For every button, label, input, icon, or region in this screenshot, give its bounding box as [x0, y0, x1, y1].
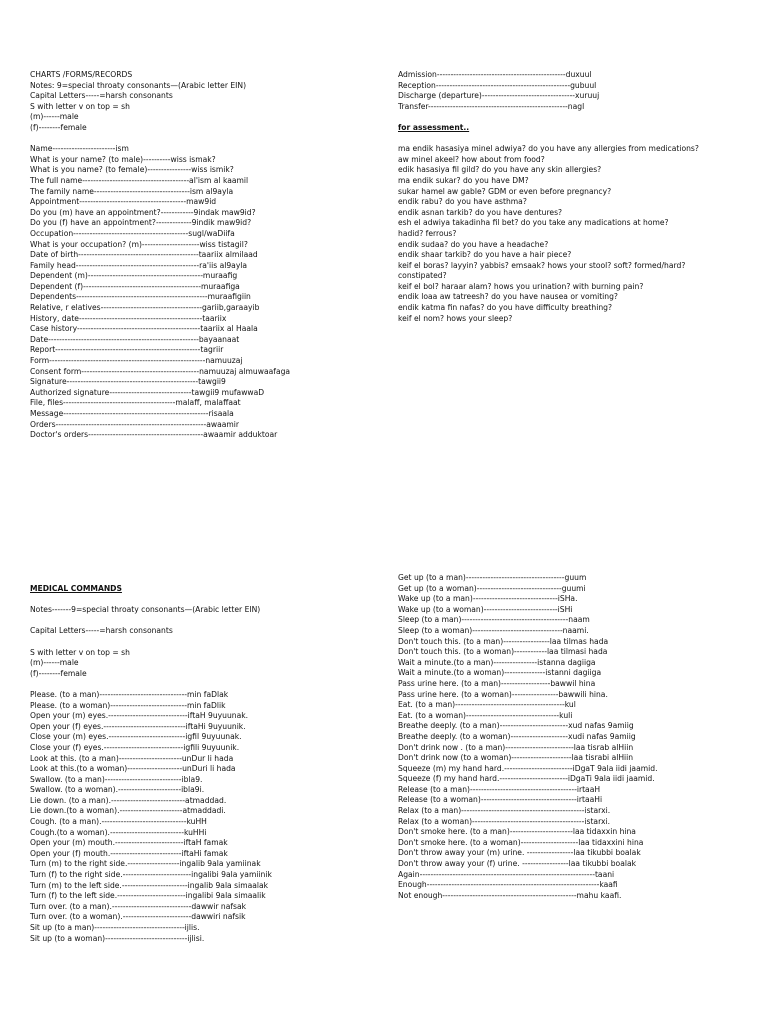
command-line: Not enough-------------------------------------------------mahu kaafi.	[398, 890, 622, 900]
command-line: Wait a minute.(to a woman)---------------istanni dagiiga	[398, 668, 602, 678]
note-line: S with letter v on top = sh	[30, 647, 130, 657]
note-line: (m)------male	[30, 658, 79, 668]
term-line: Do you (m) have an appointment?------------9indak maw9id?	[30, 207, 256, 217]
command-line: Lie down. (to a man).---------------------------atmaddad.	[30, 795, 227, 805]
assessment-heading: for assessment..	[398, 122, 470, 132]
command-line: Turn (f) to the right side.-------------------------ingalibi 9ala yamiinik	[30, 870, 272, 880]
medical-commands-section	[30, 584, 380, 944]
term-line: Dependent (f)-------------------------------------------muraafiga	[30, 281, 240, 291]
command-line: Sleep (to a man)---------------------------------------naam	[398, 615, 590, 625]
command-line: Don't throw away your (m) urine. -----------------laa tikubbi boalak	[398, 848, 641, 858]
assessment-line: keif el bol? haraar alam? hows you urination? with burning pain?	[398, 281, 644, 291]
term-line: The family name-----------------------------------ism al9ayla	[30, 186, 234, 196]
admin-term-line: Discharge (departure)----------------------------------xuruuj	[398, 91, 600, 101]
medical-commands-continued	[398, 573, 748, 901]
assessment-line: endik sudaa? do you have a headache?	[398, 239, 549, 249]
command-line: Get up (to a woman)-------------------------------guumi	[398, 583, 586, 593]
medical-commands-heading: MEDICAL COMMANDS	[30, 584, 122, 593]
term-line: What is your occupation? (m)---------------------wiss tistagil?	[30, 239, 248, 249]
command-line: Wait a minute.(to a man)----------------istanna dagiiga	[398, 657, 596, 667]
command-line: Breathe deeply. (to a woman)---------------------xudi nafas 9amiig	[398, 731, 636, 741]
command-line: Don't touch this. (to a woman)------------laa tilmasi hada	[398, 647, 608, 657]
assessment-line: hadid? ferrous?	[398, 228, 457, 238]
command-line: Lie down.(to a woman).-----------------------atmaddadi.	[30, 806, 226, 816]
command-line: Swallow. (to a man)----------------------------ibla9.	[30, 774, 203, 784]
term-line: Dependent (m)------------------------------------------muraafig	[30, 271, 238, 281]
header-line: Notes: 9=special throaty consonants—(Arabic letter EIN)	[30, 80, 247, 90]
assessment-line: esh el adwiya takadinha fil bet? do you take any madications at home?	[398, 218, 669, 228]
command-line: Pass urine here. (to a woman)-----------------bawwili hina.	[398, 689, 608, 699]
command-line: Get up (to a man)------------------------------------guum	[398, 573, 587, 582]
command-line: Wake up (to a man)-------------------------------iSHa.	[398, 594, 578, 604]
command-line: Look at this.(to a woman)--------------------unDuri li hada	[30, 764, 236, 774]
command-line: Don't smoke here. (to a woman)---------------------laa tidaxxini hina	[398, 837, 644, 847]
command-line: Look at this. (to a man)-----------------------unDur li hada	[30, 753, 234, 763]
assessment-line: endik katma fin nafas? do you have difficulty breathing?	[398, 303, 613, 313]
command-line: Close your (m) eyes.----------------------------igfil 9uyuunak.	[30, 732, 242, 742]
term-line: Occupation------------------------------------------sugl/waDiifa	[30, 228, 235, 238]
command-line: Cough. (to a man).-------------------------------kuHH	[30, 817, 207, 827]
term-line: Relative, r elatives-------------------------------------gariib,garaayib	[30, 303, 260, 313]
term-line: Appointment---------------------------------------maw9id	[30, 197, 217, 207]
command-line: Open your (m) mouth.-------------------------iftaH famak	[30, 838, 228, 848]
assessment-line: ma endik hasasiya minel adwiya? do you have any allergies from medications?	[398, 144, 699, 154]
command-line: Sleep (to a woman)---------------------------------naami.	[398, 625, 589, 635]
command-line: Cough.(to a woman).---------------------------kuHHi	[30, 827, 207, 837]
command-line: Breathe deeply. (to a man)-------------------------xud nafas 9amiig	[398, 721, 634, 731]
assessment-line: keif el boras? layyin? yabbis? emsaak? hows your stool? soft? formed/hard?	[398, 260, 686, 270]
command-line: Squeeze (m) my hand hard.-------------------------iDgaT 9ala iidi jaamid.	[398, 763, 658, 773]
command-line: Turn (f) to the left side.-------------------------ingalibi 9ala simaalik	[30, 891, 266, 901]
term-line: The full name---------------------------------------al'ism al kaamil	[30, 175, 249, 185]
command-line: Close your (f) eyes.-----------------------------igfili 9uyuunik.	[30, 742, 240, 752]
command-line: Eat. (to a man)----------------------------------------kul	[398, 700, 576, 710]
command-line: Relax (to a woman)-----------------------------------------istarxi.	[398, 816, 611, 826]
assessment-line: endik rabu? do you have asthma?	[398, 197, 527, 207]
assessment-line: constipated?	[398, 271, 447, 281]
command-line: Swallow. (to a woman).-----------------------ibla9i.	[30, 785, 205, 795]
command-line: Turn (m) to the left side.------------------------ingalib 9ala simaalak	[30, 880, 269, 890]
term-line: Form---------------------------------------------------------namuuzaj	[30, 356, 243, 366]
term-line: What is your name? (to male)----------wiss ismak?	[30, 154, 216, 164]
term-line: Message-----------------------------------------------------risaala	[30, 409, 234, 418]
note-line: (f)--------female	[30, 668, 87, 678]
term-line: Authorized signature------------------------------tawgii9 mufawwaD	[30, 387, 265, 397]
term-line: Doctor's orders------------------------------------------awaamir adduktoar	[30, 430, 278, 440]
command-line: Don't drink now (to a woman)----------------------laa tisrabi alHiin	[398, 753, 634, 763]
command-line: Don't smoke here. (to a man)-----------------------laa tidaxxin hina	[398, 827, 636, 837]
assessment-line: endik shaar tarkib? do you have a hair piece?	[398, 250, 572, 260]
command-line: Open your (f) eyes.------------------------------iftaHi 9uyuunik.	[30, 721, 246, 731]
command-line: Open your (m) eyes.-----------------------------iftaH 9uyuunak.	[30, 711, 249, 721]
term-line: Do you (f) have an appointment?-------------9indik maw9id?	[30, 218, 252, 228]
command-line: Release (to a man)---------------------------------------irtaaH	[398, 784, 601, 794]
term-line: Orders-------------------------------------------------------awaamir	[30, 419, 240, 429]
command-line: Sit up (to a woman)------------------------------ijlisi.	[30, 933, 205, 943]
note-line: Capital Letters-----=harsh consonants	[30, 626, 173, 636]
term-line: Date-------------------------------------------------------bayaanaat	[30, 334, 240, 344]
command-line: Please. (to a woman)----------------------------min faDlik	[30, 700, 226, 710]
command-line: Open your (f) mouth.--------------------------iftaHi famak	[30, 848, 228, 858]
command-line: Wake up (to a woman)---------------------------iSHi	[398, 604, 573, 614]
term-line: Signature------------------------------------------------tawgii9	[30, 377, 226, 387]
assessment-line: endik asnan tarkib? do you have dentures?	[398, 207, 563, 217]
command-line: Sit up (to a man)---------------------------------ijlis.	[30, 923, 200, 932]
assessment-line: keif el nom? hows your sleep?	[398, 313, 513, 323]
term-line: Name-----------------------ism	[30, 144, 129, 154]
header-line: CHARTS /FORMS/RECORDS	[30, 70, 133, 79]
command-line: Turn over. (to a woman).-------------------------dawwiri nafsik	[30, 912, 246, 922]
assessment-line: sukar hamel aw gable? GDM or even before pregnancy?	[398, 186, 612, 196]
term-line: Family head---------------------------------------------ra'iis al9ayla	[30, 260, 248, 270]
command-line: Eat. (to a woman)----------------------------------kuli	[398, 710, 573, 720]
term-line: Report-----------------------------------------------------tagriir	[30, 345, 224, 355]
command-line: Don't touch this. (to a man)-----------------laa tilmas hada	[398, 636, 609, 646]
assessment-line: ma endik sukar? do you have DM?	[398, 175, 529, 185]
term-line: What is you name? (to female)----------------wiss ismik?	[30, 165, 234, 175]
command-line: Don't drink now . (to a man)-------------------------laa tisrab alHiin	[398, 742, 634, 752]
note-line: Notes-------9=special throaty consonants—(Arabic letter EIN)	[30, 605, 261, 615]
admin-term-line: Admission-----------------------------------------------duxuul	[398, 70, 592, 79]
command-line: Turn over. (to a man).-----------------------------dawwir nafsak	[30, 901, 247, 911]
command-line: Relax (to a man)---------------------------------------------istarxi.	[398, 806, 611, 816]
term-line: File, files-----------------------------------------malaff, malaffaat	[30, 398, 241, 408]
header-line: S with letter v on top = sh	[30, 101, 130, 111]
command-line: Pass urine here. (to a man)------------------bawwil hina	[398, 678, 596, 688]
term-line: Case history---------------------------------------------taariix al Haala	[30, 324, 258, 334]
term-line: History, date---------------------------------------------taariix	[30, 313, 227, 323]
term-line: Dependents------------------------------------------------muraafigiin	[30, 292, 251, 302]
term-line: Date of birth--------------------------------------------taariix almilaad	[30, 250, 258, 260]
admin-term-line: Transfer---------------------------------------------------nagl	[398, 101, 585, 111]
assessment-line: endik loaa aw tatreesh? do you have nausea or vomiting?	[398, 292, 618, 302]
command-line: Don't throw away your (f) urine. -----------------laa tikubbi boalak	[398, 859, 637, 869]
term-line: Consent form-------------------------------------------namuuzaj almuwaafaga	[30, 366, 291, 376]
admin-term-line: Reception-------------------------------------------------gubuul	[398, 80, 597, 90]
command-line: Squeeze (f) my hand hard.-------------------------iDgaTi 9ala iidi jaamid.	[398, 774, 655, 784]
header-line: Capital Letters-----=harsh consonants	[30, 91, 173, 101]
header-line: (m)------male	[30, 112, 79, 122]
command-line: Please. (to a man)--------------------------------min faDlak	[30, 689, 229, 699]
command-line: Again----------------------------------------------------------------taani	[398, 869, 615, 879]
command-line: Enough---------------------------------------------------------------kaafi	[398, 880, 618, 890]
command-line: Release (to a woman)-----------------------------------irtaaHi	[398, 795, 603, 805]
assessment-line: aw minel akeel? how about from food?	[398, 154, 545, 164]
charts-forms-section	[30, 70, 380, 441]
assessment-section	[398, 70, 748, 324]
header-line: (f)--------female	[30, 122, 87, 132]
assessment-line: edik hasasiya fil gild? do you have any skin allergies?	[398, 165, 602, 175]
command-line: Turn (m) to the right side.-------------------ingalib 9ala yamiinak	[30, 859, 261, 869]
